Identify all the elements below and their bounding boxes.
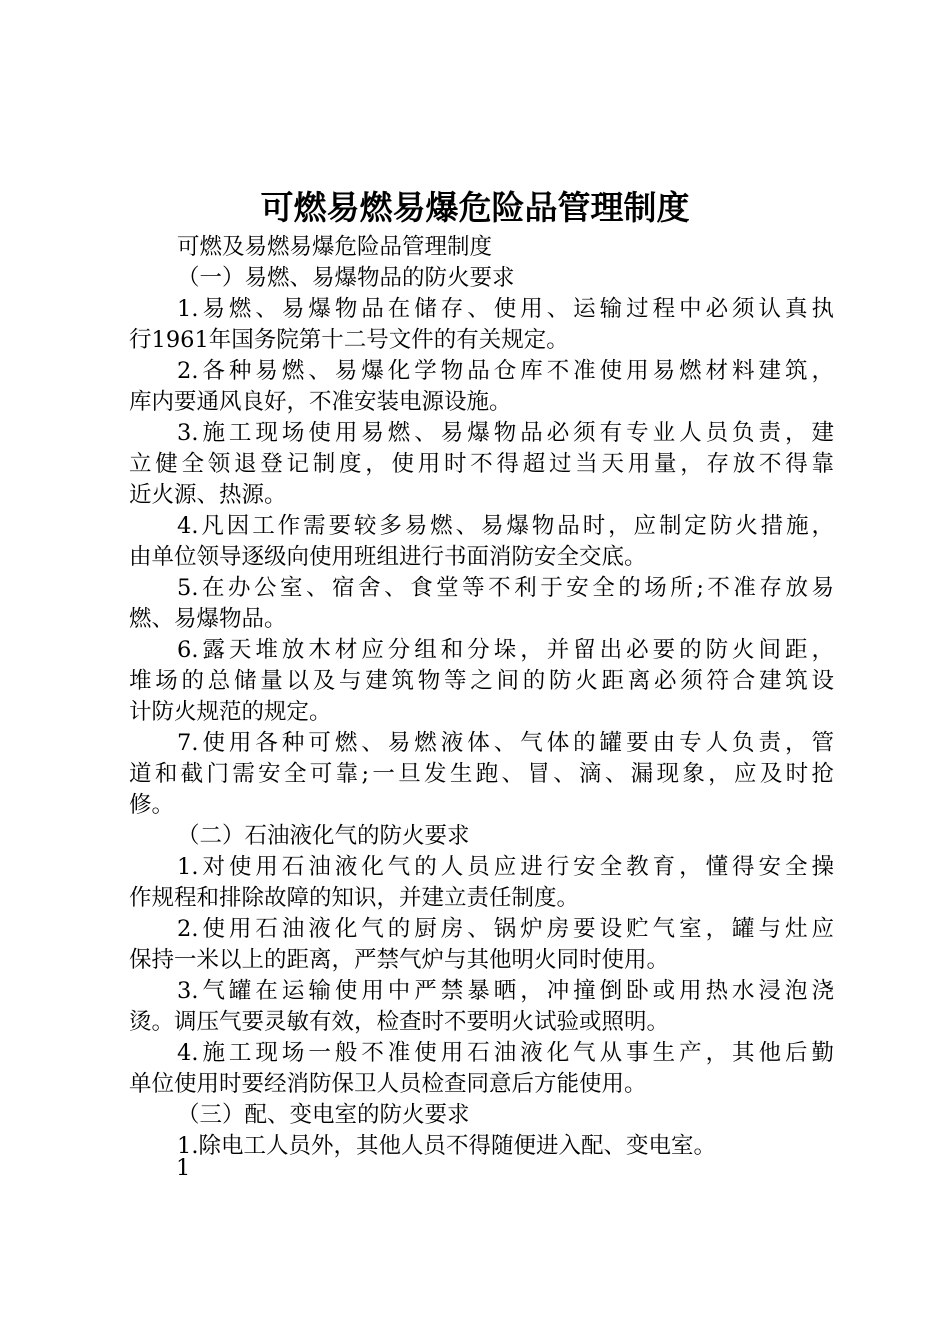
paragraph-line: 1.对使用石油液化气的人员应进行安全教育，懂得安全操 <box>177 854 834 880</box>
document-title: 可燃易燃易爆危险品管理制度 <box>260 188 690 227</box>
paragraph-line: 行1961年国务院第十二号文件的有关规定。 <box>129 327 569 353</box>
paragraph-line: 4.施工现场一般不准使用石油液化气从事生产，其他后勤 <box>177 1040 834 1066</box>
paragraph-line: 立健全领退登记制度，使用时不得超过当天用量，存放不得靠 <box>129 451 834 477</box>
paragraph-line: 3.气罐在运输使用中严禁暴晒，冲撞倒卧或用热水浸泡浇 <box>177 978 834 1004</box>
paragraph-line: 由单位领导逐级向使用班组进行书面消防安全交底。 <box>129 544 647 570</box>
section-heading-1: （一）易燃、易爆物品的防火要求 <box>177 265 515 291</box>
paragraph-line: 计防火规范的规定。 <box>129 699 332 725</box>
paragraph-line: 作规程和排除故障的知识，并建立责任制度。 <box>129 885 580 911</box>
paragraph-line: 库内要通风良好，不准安装电源设施。 <box>129 389 512 415</box>
paragraph-line: 4.凡因工作需要较多易燃、易爆物品时，应制定防火措施， <box>177 513 834 539</box>
paragraph-line: 道和截门需安全可靠;一旦发生跑、冒、滴、漏现象，应及时抢 <box>129 761 834 787</box>
paragraph-line: 2.使用石油液化气的厨房、锅炉房要设贮气室，罐与灶应 <box>177 916 834 942</box>
paragraph-line: 1.易燃、易爆物品在储存、使用、运输过程中必须认真执 <box>177 296 834 322</box>
paragraph-line: 单位使用时要经消防保卫人员检查同意后方能使用。 <box>129 1071 647 1097</box>
paragraph-line: 6.露天堆放木材应分组和分垛，并留出必要的防火间距， <box>177 637 834 663</box>
paragraph-line: 堆场的总储量以及与建筑物等之间的防火距离必须符合建筑设 <box>129 668 834 694</box>
subtitle-line: 可燃及易燃易爆危险品管理制度 <box>177 234 493 260</box>
paragraph-line: 修。 <box>129 792 175 818</box>
page-number: 1 <box>176 1155 191 1181</box>
section-heading-2: （二）石油液化气的防火要求 <box>177 823 470 849</box>
paragraph-line: 燃、易爆物品。 <box>129 606 287 632</box>
paragraph-line: 2.各种易燃、易爆化学物品仓库不准使用易燃材料建筑， <box>177 358 834 384</box>
document-body <box>129 232 834 1162</box>
section-heading-3: （三）配、变电室的防火要求 <box>177 1102 470 1128</box>
paragraph-line: 1.除电工人员外，其他人员不得随便进入配、变电室。 <box>177 1133 716 1159</box>
paragraph-line: 5.在办公室、宿舍、食堂等不利于安全的场所;不准存放易 <box>177 575 834 601</box>
paragraph-line: 3.施工现场使用易燃、易爆物品必须有专业人员负责，建 <box>177 420 834 446</box>
paragraph-line: 烫。调压气要灵敏有效，检查时不要明火试验或照明。 <box>129 1009 670 1035</box>
paragraph-line: 7.使用各种可燃、易燃液体、气体的罐要由专人负责，管 <box>177 730 834 756</box>
paragraph-line: 保持一米以上的距离，严禁气炉与其他明火同时使用。 <box>129 947 670 973</box>
paragraph-line: 近火源、热源。 <box>129 482 287 508</box>
